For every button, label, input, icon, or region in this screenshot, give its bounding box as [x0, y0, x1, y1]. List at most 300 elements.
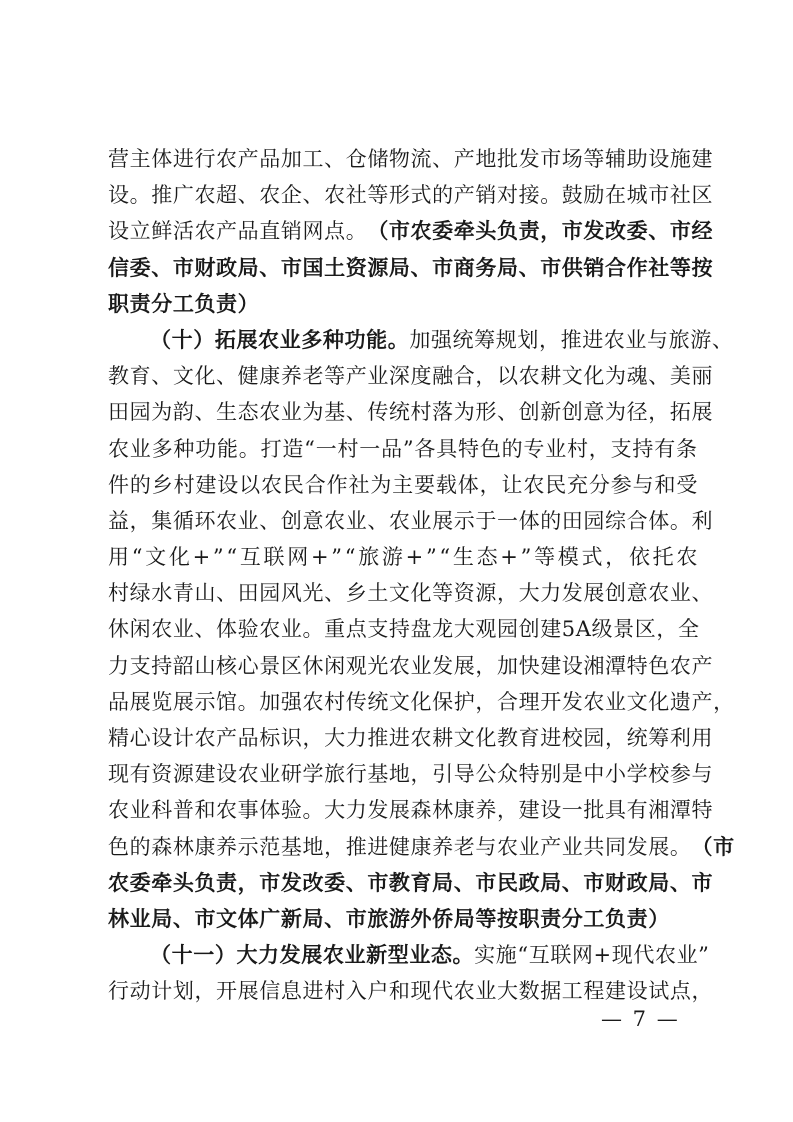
char: 湘: [583, 653, 606, 678]
char: 农: [302, 689, 325, 714]
char: 参: [669, 762, 692, 787]
char: 发: [367, 798, 389, 823]
bold-char: 责: [129, 291, 152, 316]
char: 览: [151, 689, 173, 714]
bold-char: 市: [540, 255, 562, 280]
char: 田: [237, 581, 260, 606]
bold-char: 、: [648, 219, 670, 244]
bold-char: 、: [518, 255, 541, 280]
char: 实: [474, 943, 496, 968]
bold-char: 种: [322, 327, 345, 352]
char: 与: [647, 327, 669, 352]
char: 设: [561, 653, 584, 678]
char: 理: [518, 689, 541, 714]
char: 精: [108, 726, 130, 750]
char: 、: [259, 508, 281, 533]
char: 综: [605, 508, 627, 533]
char: 同: [605, 834, 627, 859]
char: 识: [280, 726, 303, 750]
char: 形: [388, 183, 411, 208]
bold-char: 局: [237, 255, 260, 280]
bold-char: 多: [301, 327, 323, 352]
char: 、: [216, 581, 238, 606]
bold-char: 市: [367, 870, 389, 895]
char: 。: [238, 436, 261, 461]
char: 农: [324, 508, 346, 533]
char: 的: [432, 183, 454, 208]
char: 数: [518, 979, 541, 1004]
bold-char: 委: [129, 870, 152, 895]
char: 代: [432, 979, 454, 1004]
bold-char: 负: [194, 291, 217, 316]
bold-char: 态: [430, 943, 453, 968]
char: 规: [495, 327, 518, 352]
char: 业: [625, 327, 648, 352]
char: 网: [287, 545, 309, 570]
char: 新: [540, 400, 562, 425]
char: 乡: [345, 581, 368, 606]
bold-char: 侨: [432, 906, 454, 931]
char: 养: [432, 834, 454, 859]
char: 业: [475, 979, 497, 1004]
char: 体: [648, 508, 670, 533]
char: 绿: [129, 581, 152, 606]
bold-char: 育: [410, 870, 433, 895]
bold-char: 农: [258, 327, 280, 352]
char: 、: [324, 147, 346, 171]
char: 体: [216, 617, 238, 642]
char: 产: [453, 183, 476, 208]
char: 为: [453, 400, 476, 425]
char: 事: [237, 798, 260, 823]
char: 养: [475, 798, 497, 823]
char: 产: [453, 147, 476, 171]
char: ，: [475, 689, 497, 714]
bold-char: ）: [648, 906, 670, 931]
text-line: [108, 575, 714, 611]
char: ，: [656, 617, 678, 642]
char: 等: [432, 581, 454, 606]
char: 农: [648, 581, 670, 606]
char: 网: [302, 219, 325, 244]
char: +: [500, 545, 519, 570]
char: 青: [172, 581, 195, 606]
char: 种: [173, 436, 195, 461]
char: 持: [151, 653, 173, 678]
char: 农: [388, 653, 411, 678]
char: 社: [345, 183, 368, 208]
char: 与: [691, 762, 714, 787]
bold-char: 市: [691, 870, 714, 895]
char: 范: [259, 834, 281, 859]
bold-char: 市: [388, 219, 411, 244]
char: 筹: [474, 327, 496, 352]
char: 条: [675, 436, 698, 461]
char: 受: [676, 472, 698, 497]
char: 健: [388, 834, 411, 859]
text-line: [108, 286, 698, 322]
char: 化: [648, 689, 670, 714]
bold-char: 市: [194, 906, 217, 931]
char: 科: [151, 798, 173, 823]
char: 现: [611, 943, 634, 968]
char: 模: [557, 545, 580, 570]
char: 游: [690, 327, 712, 352]
char: 功: [195, 436, 217, 461]
char: 基: [367, 762, 389, 787]
text-line: [108, 322, 734, 358]
char: 业: [410, 508, 433, 533]
char: 景: [259, 653, 281, 678]
char: 农: [496, 834, 519, 859]
char: 营: [108, 147, 130, 171]
char: 推: [345, 834, 368, 859]
bold-char: 一: [193, 943, 215, 968]
char: 销: [475, 183, 497, 208]
char: 农: [669, 653, 692, 678]
char: 互: [239, 545, 262, 570]
char: 遗: [669, 689, 692, 714]
char: 校: [561, 726, 584, 750]
char: 超: [216, 183, 238, 208]
bold-char: 按: [691, 255, 714, 280]
char: ”: [520, 545, 532, 570]
bold-char: 社: [648, 255, 670, 280]
char: 农: [259, 400, 281, 425]
char: 保: [432, 689, 454, 714]
bold-char: 业: [344, 943, 367, 968]
char: 标: [259, 726, 281, 750]
char: 园: [496, 617, 519, 642]
bold-char: 销: [583, 255, 606, 280]
char: 化: [410, 581, 433, 606]
text-line: [108, 394, 714, 430]
char: 美: [669, 364, 692, 389]
char: ，: [496, 798, 519, 823]
char: 基: [324, 400, 346, 425]
char: 融: [432, 364, 454, 389]
char: 耕: [540, 364, 562, 389]
char: 现: [410, 979, 433, 1004]
char: 生: [452, 545, 475, 570]
char: 产: [237, 147, 260, 171]
char: 、: [345, 400, 368, 425]
char: 文: [145, 545, 167, 570]
bold-char: 旅: [367, 906, 389, 931]
char: 重: [324, 617, 346, 642]
char: 进: [302, 979, 325, 1004]
bold-char: 政: [216, 255, 238, 280]
bold-char: 型: [387, 943, 410, 968]
bold-char: 大: [236, 943, 259, 968]
char: 一: [315, 436, 338, 461]
char: 各: [414, 436, 437, 461]
char: 乡: [151, 472, 174, 497]
bold-char: 合: [605, 255, 627, 280]
text-line: [108, 792, 714, 828]
char: 、: [691, 581, 714, 606]
bold-char: 委: [626, 219, 649, 244]
text-line: [108, 539, 698, 575]
char: 统: [452, 327, 475, 352]
char: 文: [172, 364, 195, 389]
char: 农: [216, 147, 238, 171]
bold-char: 发: [280, 870, 303, 895]
char: ，: [588, 436, 611, 461]
char: 农: [388, 508, 411, 533]
char: 态: [237, 400, 260, 425]
bold-char: （: [691, 834, 714, 859]
bold-char: 局: [540, 870, 562, 895]
char: 为: [151, 400, 173, 425]
char: 业: [605, 689, 627, 714]
bold-char: 、: [561, 870, 584, 895]
char: 划: [172, 979, 195, 1004]
bold-char: 、: [410, 255, 433, 280]
char: ”: [402, 436, 415, 461]
char: 育: [129, 364, 152, 389]
bold-char: 展: [301, 943, 323, 968]
char: 业: [129, 436, 152, 461]
bold-char: 局: [302, 906, 325, 931]
char: 是: [561, 762, 584, 787]
char: 进: [582, 327, 604, 352]
bold-char: ，: [540, 219, 562, 244]
char: 大: [324, 726, 346, 750]
char: 村: [108, 581, 130, 606]
bold-char: 十: [171, 327, 194, 352]
char: 化: [475, 726, 497, 750]
char: 田: [561, 508, 584, 533]
char: 体: [259, 798, 281, 823]
char: ，: [410, 762, 433, 787]
bold-char: 财: [194, 255, 217, 280]
char: 业: [280, 617, 303, 642]
char: 地: [302, 834, 325, 859]
bold-char: 发: [583, 219, 606, 244]
char: 程: [583, 979, 606, 1004]
text-line: [108, 829, 735, 865]
char: 分: [588, 472, 611, 497]
char: 。: [237, 689, 260, 714]
char: 加: [496, 653, 519, 678]
char: 联: [263, 545, 286, 570]
char: 于: [475, 508, 497, 533]
char: 业: [345, 508, 368, 533]
char: 休: [108, 617, 130, 642]
char: 等: [324, 364, 346, 389]
page-number: — 7 —: [601, 1007, 680, 1031]
bold-char: 负: [605, 906, 627, 931]
char: 教: [496, 726, 519, 750]
char: 业: [545, 436, 567, 461]
char: 导: [453, 762, 476, 787]
char: 创: [518, 617, 541, 642]
char: 风: [280, 581, 303, 606]
char: 行: [345, 762, 368, 787]
char: 、: [194, 400, 217, 425]
char: 深: [388, 364, 411, 389]
char: 对: [496, 183, 519, 208]
bold-char: 职: [108, 291, 130, 316]
char: 林: [172, 834, 195, 859]
bold-char: 、: [453, 870, 476, 895]
char: 进: [172, 147, 195, 171]
char: ，: [691, 979, 714, 1004]
char: 专: [523, 436, 546, 461]
char: 耕: [432, 726, 454, 750]
char: 、: [237, 183, 260, 208]
text-line: [108, 177, 714, 213]
char: 意: [583, 400, 606, 425]
char: 互: [528, 943, 551, 968]
bold-char: 责: [626, 906, 649, 931]
text-line: [108, 720, 714, 756]
char: 农: [194, 219, 217, 244]
char: 展: [453, 653, 476, 678]
bold-char: 农: [108, 870, 130, 895]
char: 载: [435, 472, 458, 497]
char: 筹: [648, 726, 670, 750]
char: 园: [583, 508, 606, 533]
char: 资: [151, 762, 173, 787]
char: 化: [583, 364, 606, 389]
char: 用: [108, 545, 130, 570]
char: 田: [108, 400, 130, 425]
char: 农: [151, 617, 173, 642]
char: 大: [496, 979, 519, 1004]
bold-char: 。: [452, 943, 475, 968]
char: 村: [567, 436, 589, 461]
char: 魂: [626, 364, 649, 389]
char: 。: [669, 834, 692, 859]
char: 依: [628, 545, 651, 570]
char: 加: [259, 689, 281, 714]
char: 计: [151, 979, 173, 1004]
text-line: [108, 937, 710, 973]
char: 创: [605, 581, 627, 606]
char: 持: [388, 617, 411, 642]
char: 打: [260, 436, 283, 461]
char: 观: [345, 653, 368, 678]
bold-char: 业: [129, 906, 152, 931]
char: 利: [691, 508, 714, 533]
bold-char: 。: [387, 327, 410, 352]
char: 力: [540, 581, 562, 606]
bold-char: 市: [345, 906, 368, 931]
bold-char: （: [150, 943, 172, 968]
char: 的: [540, 508, 562, 533]
char: 设: [217, 472, 239, 497]
char: 旅: [324, 762, 346, 787]
char: 社: [669, 183, 692, 208]
char: 的: [129, 472, 152, 497]
char: 康: [410, 834, 433, 859]
char: 社: [348, 472, 371, 497]
char: 建: [540, 653, 562, 678]
char: 业: [237, 508, 260, 533]
char: 批: [583, 798, 606, 823]
char: 产: [691, 689, 714, 714]
char: 护: [453, 689, 476, 714]
char: 作: [326, 472, 349, 497]
bold-char: 工: [172, 291, 195, 316]
char: 资: [453, 581, 476, 606]
char: 进: [367, 834, 389, 859]
char: 具: [436, 436, 458, 461]
char: 行: [194, 147, 217, 171]
char: 批: [496, 147, 519, 171]
char: 。: [345, 219, 368, 244]
char: ，: [475, 364, 497, 389]
char: 示: [194, 689, 217, 714]
char: 、: [496, 400, 519, 425]
char: 意: [302, 508, 325, 533]
char: 品: [237, 726, 260, 750]
char: 工: [561, 979, 584, 1004]
char: 展: [432, 508, 454, 533]
char: 化: [168, 545, 191, 570]
char: 、: [711, 327, 734, 352]
bold-char: ）: [237, 291, 260, 316]
char: 园: [129, 400, 152, 425]
bold-char: 市: [669, 219, 692, 244]
char: “: [517, 943, 529, 968]
char: 创: [518, 400, 541, 425]
char: 验: [280, 798, 303, 823]
bold-char: 职: [518, 906, 541, 931]
char: 设: [626, 979, 649, 1004]
text-line: [108, 865, 714, 901]
char: ”: [212, 545, 225, 570]
char: 建: [605, 979, 627, 1004]
char: 业: [518, 834, 541, 859]
char: ，: [605, 726, 627, 750]
char: 农: [453, 979, 476, 1004]
bold-char: 委: [129, 255, 152, 280]
char: “: [344, 545, 357, 570]
char: 级: [591, 617, 614, 642]
char: 农: [216, 508, 238, 533]
bold-char: 责: [216, 291, 238, 316]
bold-char: 供: [561, 255, 584, 280]
char: 户: [367, 979, 389, 1004]
char: 业: [367, 364, 389, 389]
char: 景: [613, 617, 635, 642]
bold-char: 业: [409, 943, 431, 968]
bold-char: 源: [367, 255, 389, 280]
bold-char: 展: [236, 327, 259, 352]
char: 产: [691, 653, 714, 678]
char: 联: [550, 943, 572, 968]
char: 文: [388, 581, 411, 606]
char: ，: [194, 979, 217, 1004]
char: 区: [280, 653, 303, 678]
char: 特: [518, 762, 541, 787]
char: 观: [475, 617, 497, 642]
char: 品: [259, 147, 281, 171]
char: 中: [583, 762, 606, 787]
bold-char: 、: [259, 255, 281, 280]
char: 展: [691, 400, 714, 425]
char: 示: [237, 834, 260, 859]
char: 统: [367, 689, 389, 714]
char: 充: [567, 472, 589, 497]
char: 核: [216, 653, 238, 678]
bold-char: 等: [669, 255, 692, 280]
char: 农: [259, 617, 281, 642]
char: 合: [453, 364, 476, 389]
